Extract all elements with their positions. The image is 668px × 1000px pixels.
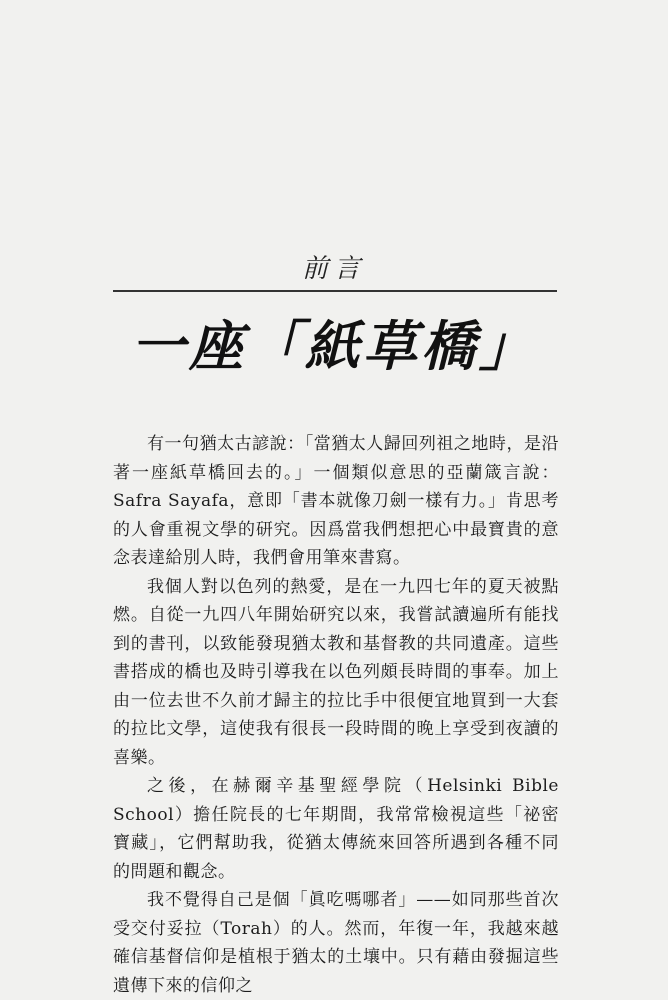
paragraph: 我個人對以色列的熱愛，是在一九四七年的夏天被點燃。自從一九四八年開始研究以來，我嘗試讀遍所有能找到的書刊，以致能發現猶太教和基督教的共同遺產。這些書搭成的橋也及時引導我在以色列頗長時間的事奉。加上由一位去世不久前才歸主的拉比手中很便宜地買到一大套的拉比文學，這使我有很長一段時間的晚上享受到夜讀的喜樂。 — [113, 576, 559, 768]
body-text — [113, 430, 559, 1000]
title-divider — [113, 290, 557, 292]
section-label: 前言 — [301, 254, 366, 284]
paragraph: 有一句猶太古諺說：「當猶太人歸回列祖之地時，是沿著一座紙草橋回去的。」一個類似意思的亞蘭箴言說：Safra Sayafa，意即「書本就像刀劍一樣有力。」肯思考的人會重視文學的研究。因爲當我們想把心中最寶貴的意念表達給別人時，我們會用筆來書寫。 — [113, 434, 559, 568]
paragraph: 我不覺得自己是個「眞吃嗎哪者」——如同那些首次受交付妥拉（Torah）的人。然而，年復一年，我越來越確信基督信仰是植根于猶太的土壤中。只有藉由發掘這些遺傳下來的信仰之 — [113, 890, 559, 996]
paragraph: 之後，在赫爾辛基聖經學院（Helsinki Bible School）擔任院長的七年期間，我常常檢視這些「祕密寶藏」，它們幫助我，從猶太傳統來回答所遇到各種不同的問題和觀念。 — [113, 776, 559, 882]
chapter-title: 一座「紙草橋」 — [131, 315, 537, 378]
